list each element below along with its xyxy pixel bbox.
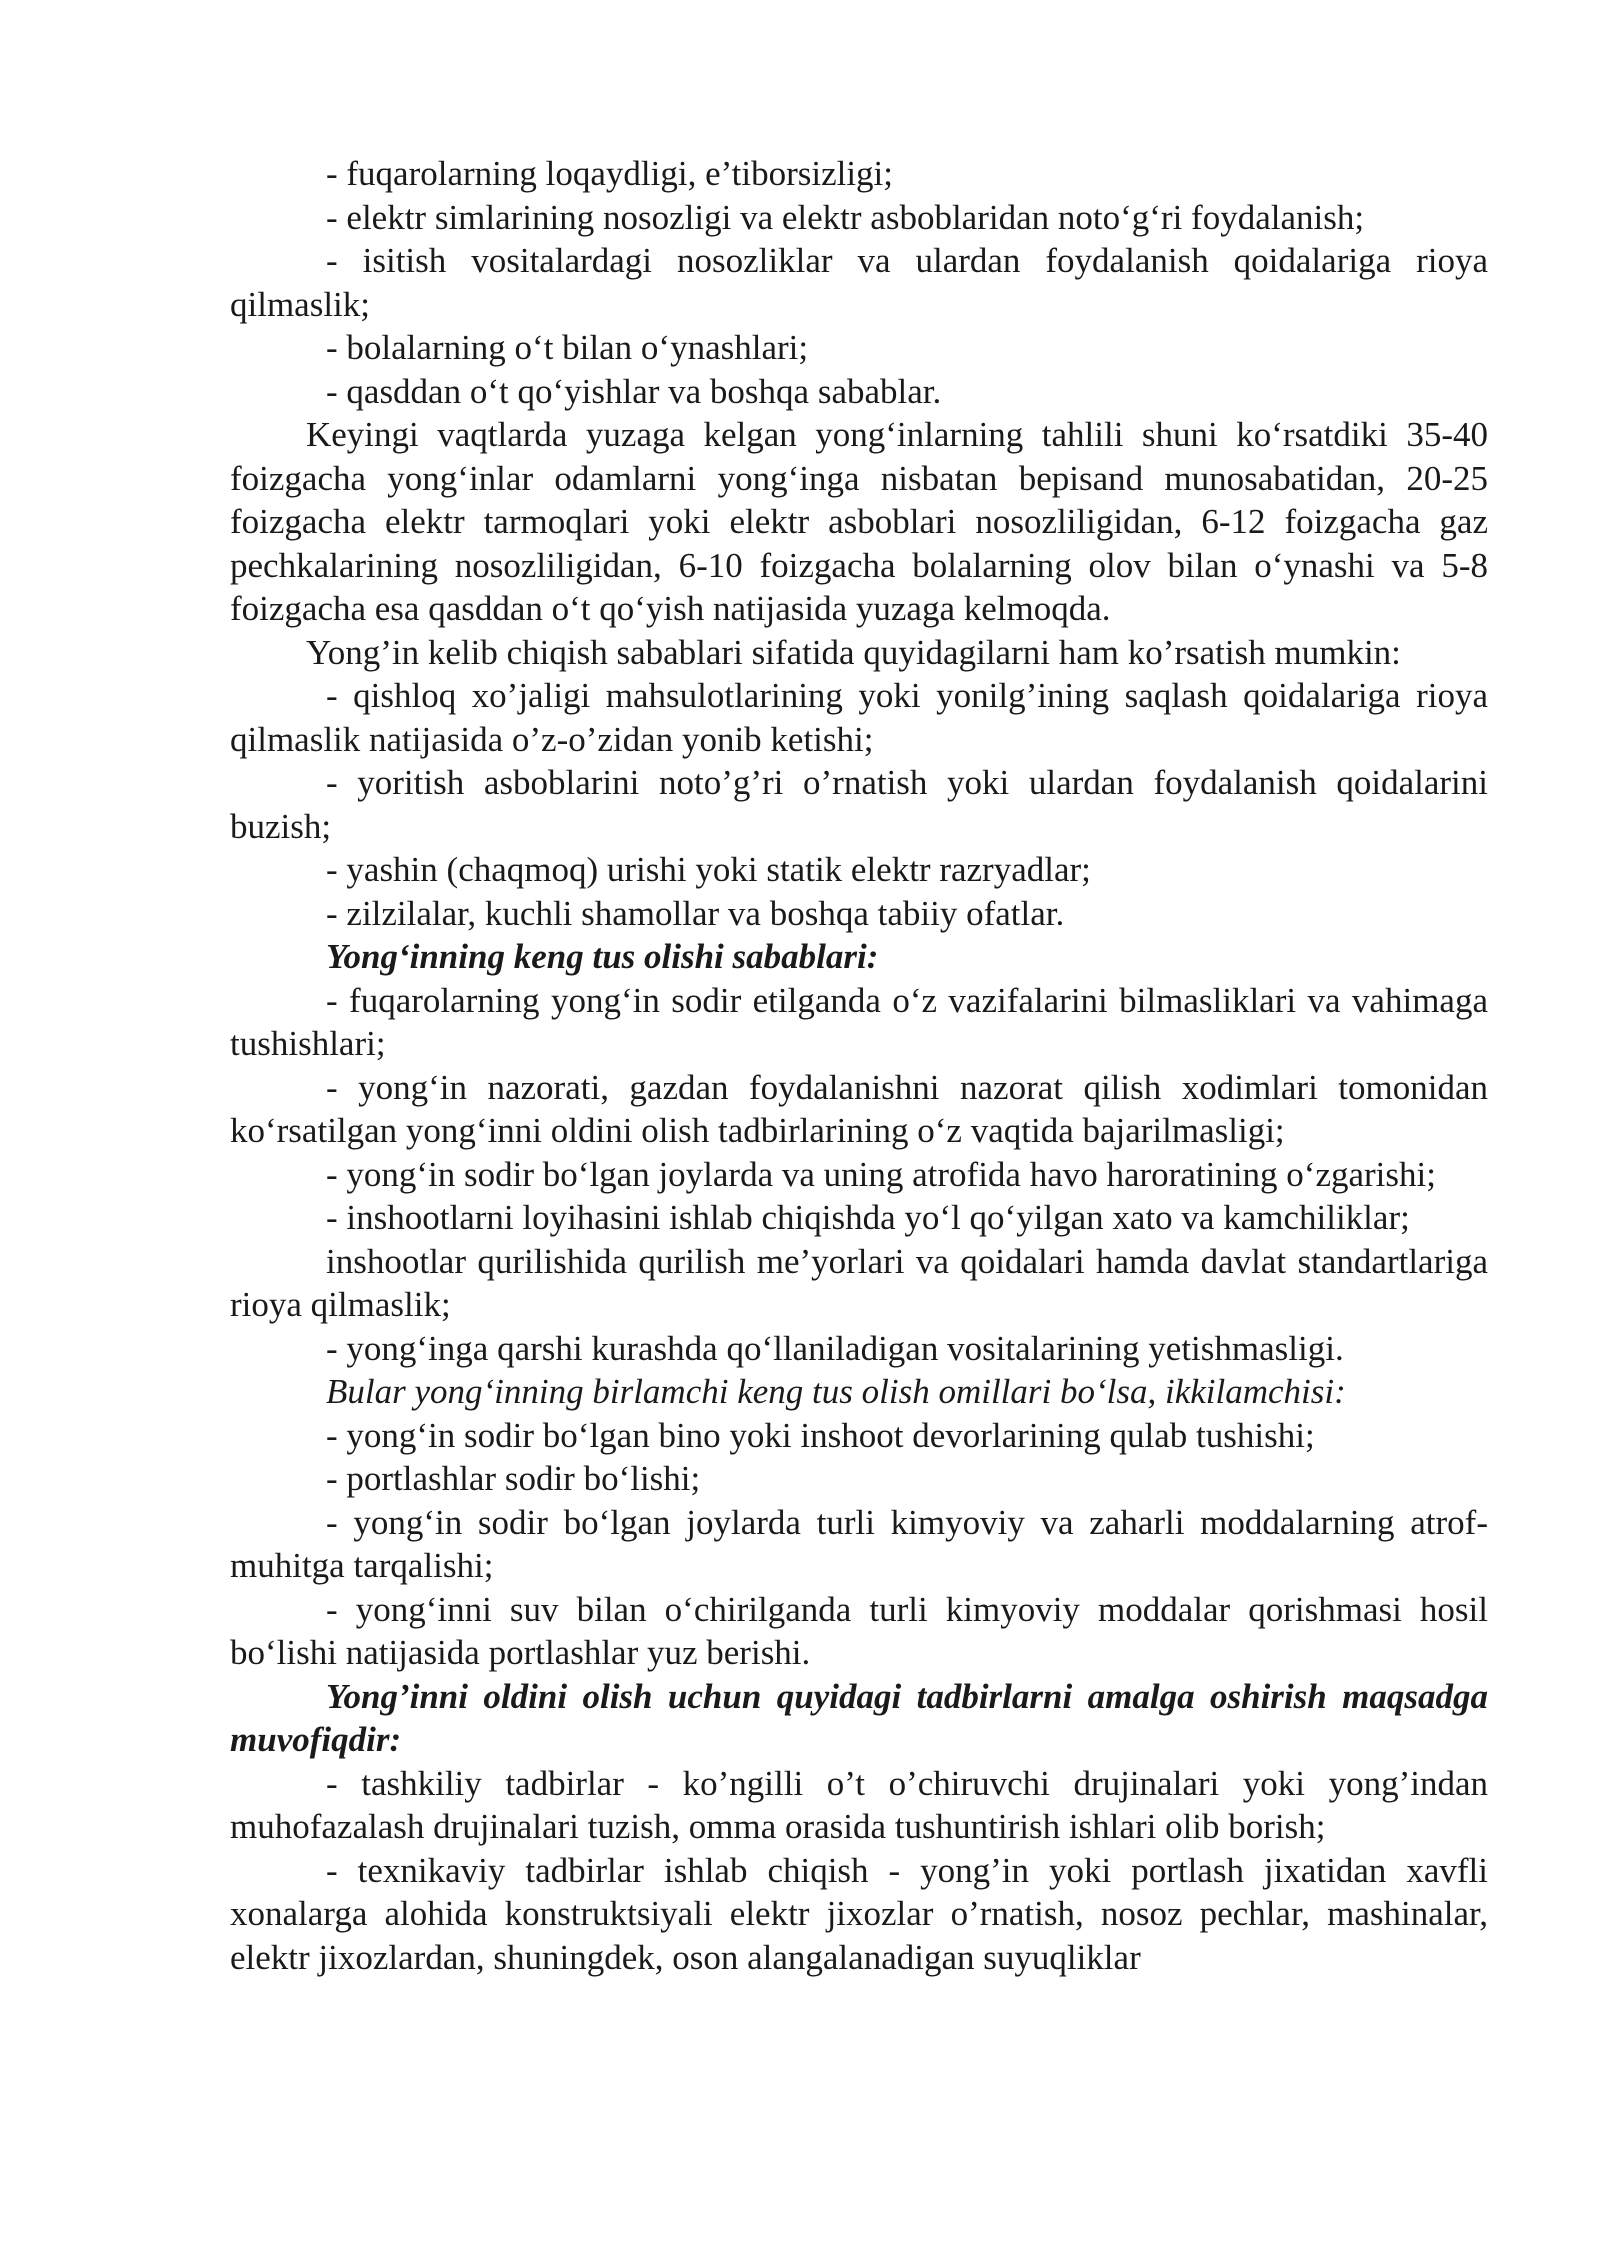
paragraph-10: - yashin (chaqmoq) urishi yoki statik elektr razryadlar; [326, 850, 1091, 889]
paragraph-2: - elektr simlarining nosozligi va elektr asboblaridan noto‘g‘ri foydalanish; [326, 197, 1365, 237]
paragraph-9: - yoritish asboblarini noto’g’ri o’rnatish yoki ulardan foydalanish qoidalarini buzish; [230, 763, 1488, 846]
paragraph-14: - yong‘in nazorati, gazdan foydalanishni nazorat qilish xodimlari tomonidan ko‘rsatilgan yong‘inni oldini olish tadbirlarining o‘z vaqtida bajarilmasligi; [230, 1067, 1488, 1150]
paragraph-11: - zilzilalar, kuchli shamollar va boshqa tabiiy ofatlar. [326, 893, 1065, 933]
paragraph-25: - tashkiliy tadbirlar - ko’ngilli o’t o’chiruvchi drujinalari yoki yong’indan muhofazalash drujinalari tuzish, omma orasida tushuntirish ishlari olib borish; [230, 1763, 1488, 1846]
paragraph-1: - fuqarolarning loqaydligi, e’tiborsizligi; [326, 154, 894, 193]
paragraph-18: - yong‘inga qarshi kurashda qo‘llaniladigan vositalarining yetishmasligi. [326, 1328, 1344, 1368]
paragraph-20: - yong‘in sodir bo‘lgan bino yoki inshoot devorlarining qulab tushishi; [326, 1415, 1315, 1455]
paragraph-6: Keyingi vaqtlarda yuzaga kelgan yong‘inlarning tahlili shuni ko‘rsatdiki 35-40 foizgacha yong‘inlar odamlarni yong‘inga nisbatan bepisand munosabatidan, 20-25 foizgacha elektr tarmoqlari yoki elektr asboblari nosozliligidan, 6-12 foizgacha gaz pechkalarining nosozliligidan, 6-10 foizgacha bolalarning olov bilan o‘ynashi va 5-8 foizgacha esa qasddan o‘t qo‘yish natijasida yuzaga kelmoqda. [230, 415, 1488, 628]
paragraph-22: - yong‘in sodir bo‘lgan joylarda turli kimyoviy va zaharli moddalarning atrof-muhitga tarqalishi; [230, 1502, 1488, 1585]
italic-intro-secondary-factors: Bular yong‘inning birlamchi keng tus olish omillari bo‘lsa, ikkilamchisi: [326, 1372, 1346, 1411]
paragraph-23: - yong‘inni suv bilan o‘chirilganda turli kimyoviy moddalar qorishmasi hosil bo‘lishi natijasida portlashlar yuz berishi. [230, 1589, 1488, 1672]
section-heading-spread-causes: Yong‘inning keng tus olishi sabablari: [326, 937, 879, 976]
paragraph-13: - fuqarolarning yong‘in sodir etilganda o‘z vazifalarini bilmasliklari va vahimaga tushishlari; [230, 980, 1488, 1063]
paragraph-3: - isitish vositalardagi nosozliklar va ulardan foydalanish qoidalariga rioya qilmaslik; [230, 241, 1488, 324]
paragraph-21: - portlashlar sodir bo‘lishi; [326, 1459, 701, 1498]
paragraph-26: - texnikaviy tadbirlar ishlab chiqish - yong’in yoki portlash jixatidan xavfli xonalarga alohida konstruktsiyali elektr jixozlar o’rnatish, nosoz pechlar, mashinalar, elektr jixozlardan, shuningdek, oson alangalanadigan suyuqliklar [230, 1850, 1488, 1977]
paragraph-4: - bolalarning o‘t bilan o‘ynashlari; [326, 328, 809, 367]
paragraph-5: - qasddan o‘t qo‘yishlar va boshqa sabablar. [326, 371, 942, 411]
paragraph-16: - inshootlarni loyihasini ishlab chiqishda yo‘l qo‘yilgan xato va kamchiliklar; [326, 1198, 1410, 1237]
paragraph-15: - yong‘in sodir bo‘lgan joylarda va uning atrofida havo haroratining o‘zgarishi; [326, 1154, 1436, 1194]
section-heading-prevention: Yong’inni oldini olish uchun quyidagi tadbirlarni amalga oshirish maqsadga muvofiqdir: [230, 1676, 1488, 1759]
paragraph-7: Yong’in kelib chiqish sabablari sifatida quyidagilarni ham ko’rsatish mumkin: [306, 632, 1401, 672]
paragraph-17: inshootlar qurilishida qurilish me’yorlari va qoidalari hamda davlat standartlariga rioya qilmaslik; [230, 1241, 1488, 1324]
paragraph-8: - qishloq xo’jaligi mahsulotlarining yoki yonilg’ining saqlash qoidalariga rioya qilmaslik natijasida o’z-o’zidan yonib ketishi; [230, 676, 1488, 759]
document-page [230, 152, 1488, 1979]
